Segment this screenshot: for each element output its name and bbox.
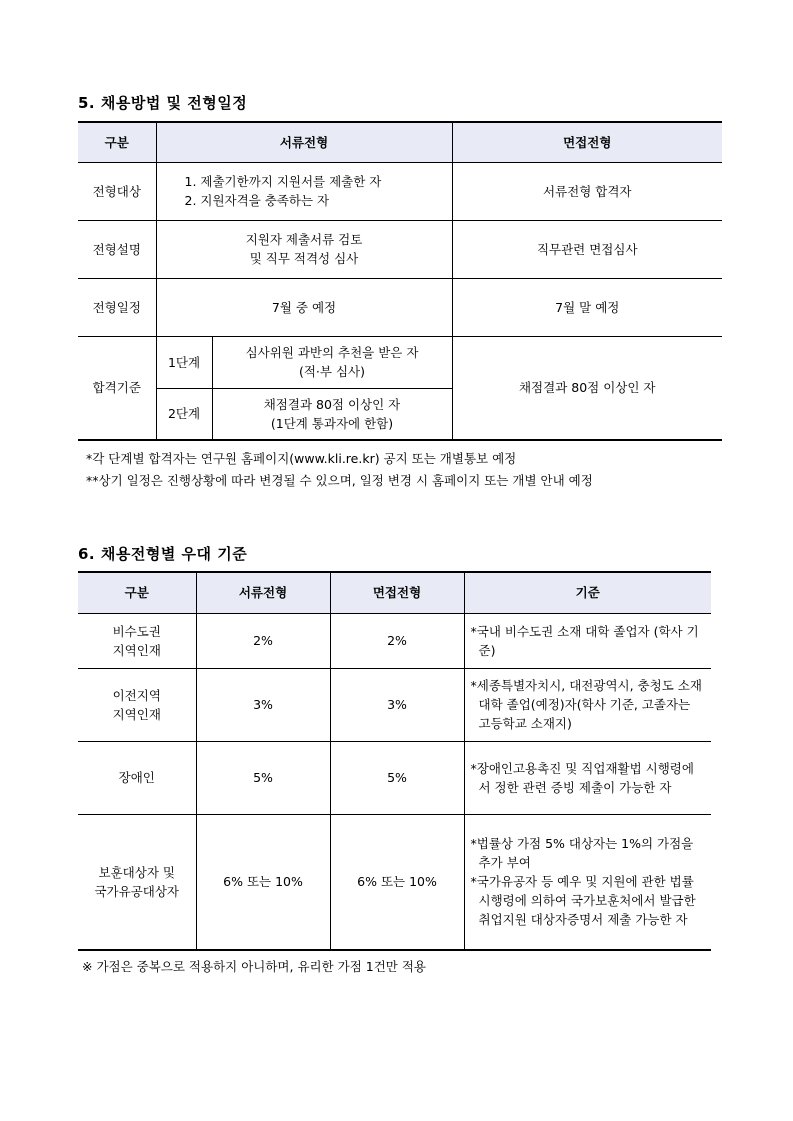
header-category: 구분 (78, 122, 156, 162)
interview-rate: 5% (330, 741, 464, 814)
document-cell: 7월 중 예정 (156, 278, 452, 336)
row-label: 전형대상 (78, 162, 156, 220)
row-label: 전형일정 (78, 278, 156, 336)
criteria-cell: *세종특별자치시, 대전광역시, 충청도 소재 대학 졸업(예정)자(학사 기준, 고졸자는 고등학교 소재지) (464, 668, 711, 741)
document-cell (156, 162, 452, 220)
section5-title: 5. 채용방법 및 전형일정 (78, 94, 248, 112)
row-label: 합격기준 (78, 336, 156, 440)
document-cell: 지원자 제출서류 검토 및 직무 적격성 심사 (156, 220, 452, 278)
list-item: 1. 제출기한까지 지원서를 제출한 자 (184, 174, 382, 189)
interview-cell: 서류전형 합격자 (452, 162, 722, 220)
criteria-cell: *국내 비수도권 소재 대학 졸업자 (학사 기준) (464, 613, 711, 668)
row-label: 보훈대상자 및 국가유공대상자 (78, 814, 196, 950)
header-interview: 면접전형 (330, 572, 464, 613)
interview-rate: 6% 또는 10% (330, 814, 464, 950)
document-rate: 3% (196, 668, 330, 741)
preference-table (78, 571, 711, 951)
schedule-table (78, 121, 722, 441)
header-document: 서류전형 (196, 572, 330, 613)
row-label: 전형설명 (78, 220, 156, 278)
header-criteria: 기준 (464, 572, 711, 613)
footnote: ※ 가점은 중복으로 적용하지 아니하며, 유리한 가점 1건만 적용 (82, 959, 426, 974)
criteria-cell: *장애인고용촉진 및 직업재활법 시행령에서 정한 관련 증빙 제출이 가능한 자 (464, 741, 711, 814)
header-interview: 면접전형 (452, 122, 722, 162)
interview-cell: 직무관련 면접심사 (452, 220, 722, 278)
section6-title: 6. 채용전형별 우대 기준 (78, 545, 248, 563)
header-document: 서류전형 (156, 122, 452, 162)
stage1-label: 1단계 (156, 336, 212, 388)
note: *각 단계별 합격자는 연구원 홈페이지(www.kli.re.kr) 공지 또는 개별통보 예정 (86, 451, 517, 466)
row-label: 비수도권 지역인재 (78, 613, 196, 668)
row-label: 장애인 (78, 741, 196, 814)
criteria-cell: *법률상 가점 5% 대상자는 1%의 가점을 추가 부여 *국가유공자 등 예우 및 지원에 관한 법률 시행령에 의하여 국가보훈처에서 발급한 취업지원 대상자증명서 제출 가능한 자 (464, 814, 711, 950)
interview-criteria: 채점결과 80점 이상인 자 (452, 336, 722, 440)
header-category: 구분 (78, 572, 196, 613)
row-label: 이전지역 지역인재 (78, 668, 196, 741)
stage1-text: 심사위원 과반의 추천을 받은 자 (적·부 심사) (212, 336, 452, 388)
interview-rate: 2% (330, 613, 464, 668)
list-item: 2. 지원자격을 충족하는 자 (184, 193, 330, 208)
interview-rate: 3% (330, 668, 464, 741)
document-rate: 2% (196, 613, 330, 668)
document-rate: 6% 또는 10% (196, 814, 330, 950)
stage2-label: 2단계 (156, 388, 212, 440)
stage2-text: 채점결과 80점 이상인 자 (1단계 통과자에 한함) (212, 388, 452, 440)
note: **상기 일정은 진행상황에 따라 변경될 수 있으며, 일정 변경 시 홈페이지 또는 개별 안내 예정 (86, 473, 593, 488)
document-rate: 5% (196, 741, 330, 814)
interview-cell: 7월 말 예정 (452, 278, 722, 336)
